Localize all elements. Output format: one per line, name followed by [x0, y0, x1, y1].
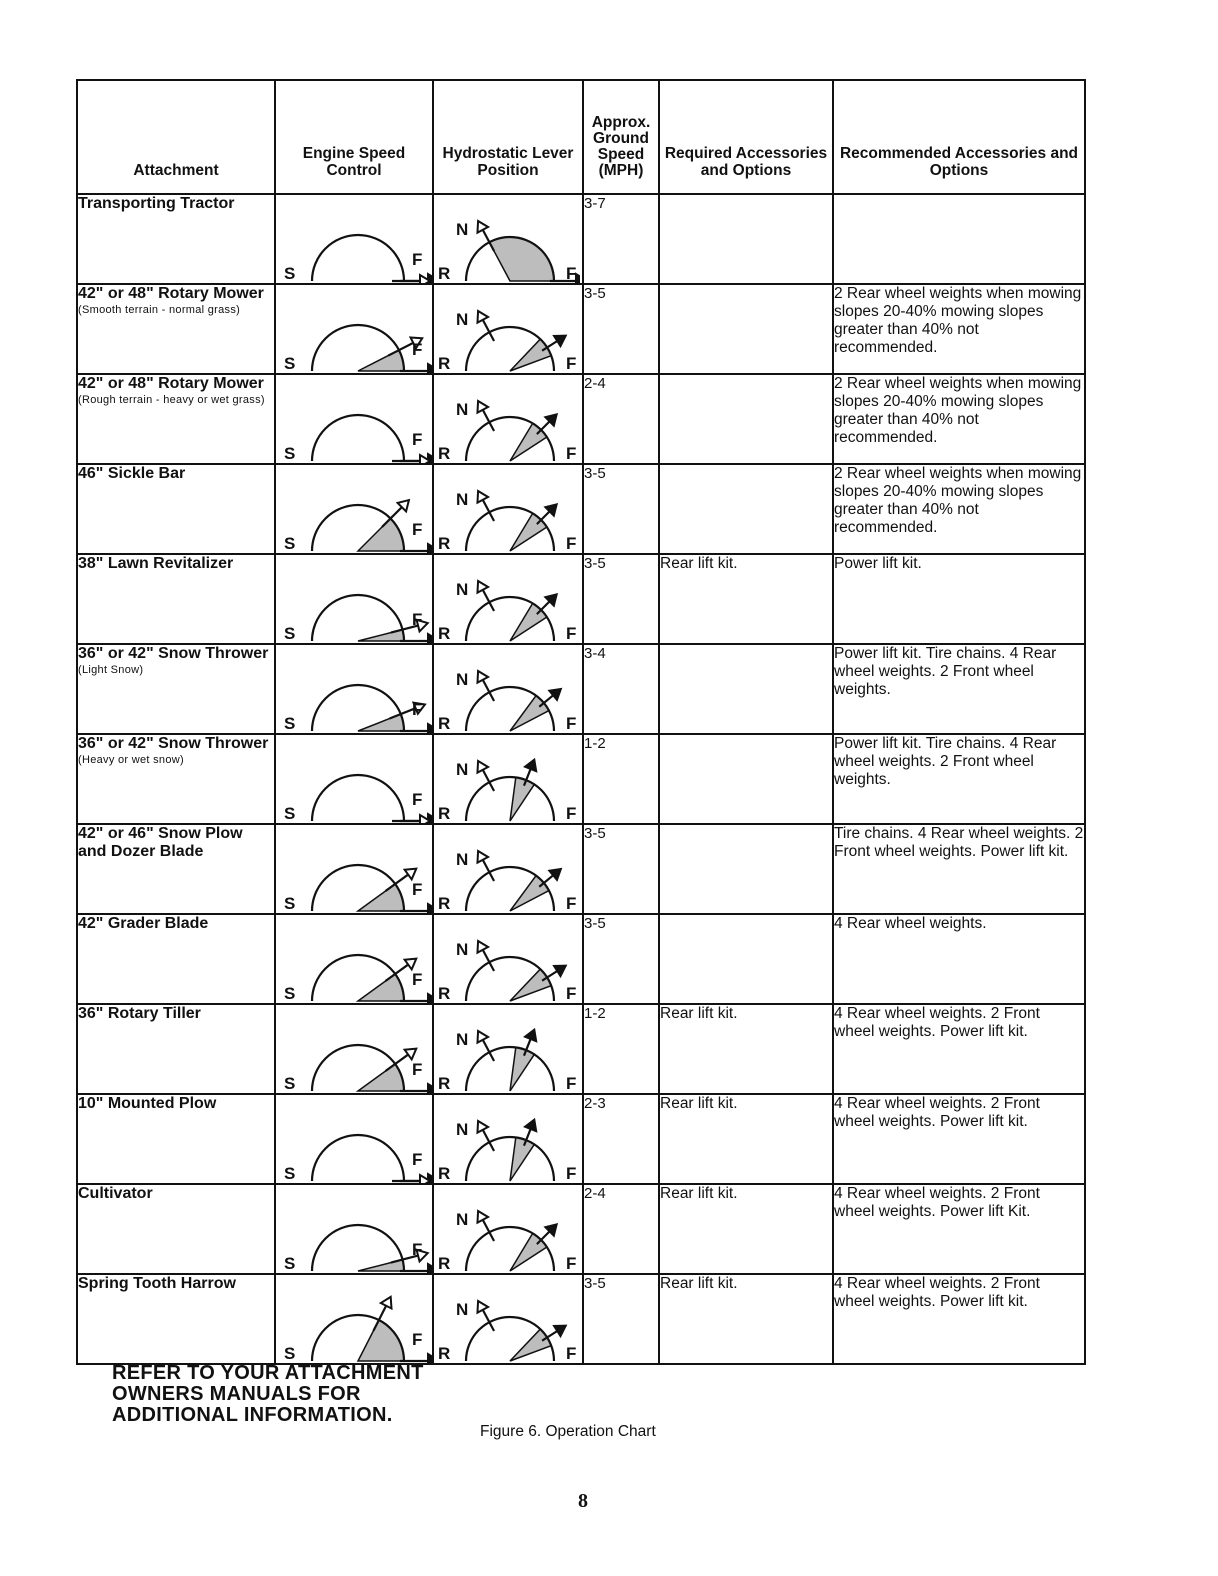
engine-speed-gauge — [276, 195, 432, 283]
neutral-label: N — [456, 940, 469, 959]
forward-label: F — [566, 984, 577, 1003]
slow-label: S — [284, 624, 296, 643]
required-cell — [659, 464, 833, 554]
engine-speed-gauge — [276, 825, 432, 913]
recommended-cell: 4 Rear wheel weights. 2 Front wheel weights. Power lift Kit. — [833, 1184, 1085, 1274]
required-cell — [659, 914, 833, 1004]
hydrostatic-lever-gauge — [434, 1095, 580, 1183]
ground-speed-cell: 2-4 — [583, 1184, 659, 1274]
gauge-shaded-sector — [358, 350, 404, 371]
table-row — [77, 644, 1085, 734]
gauge-shaded-sector — [510, 1047, 534, 1091]
header-row — [77, 80, 1085, 194]
reverse-label: R — [438, 444, 451, 463]
engine-speed-cell — [275, 1004, 433, 1094]
ground-speed-cell: 2-3 — [583, 1094, 659, 1184]
required-cell — [659, 824, 833, 914]
fast-direction-arrow — [428, 994, 432, 1003]
hydrostatic-lever-gauge — [434, 1005, 580, 1093]
table-row — [77, 194, 1085, 284]
header-engine-speed: Engine Speed Control — [275, 80, 433, 194]
ground-speed-cell: 3-5 — [583, 554, 659, 644]
reverse-label: R — [438, 1164, 451, 1183]
neutral-marker-arrow — [477, 311, 488, 323]
attachment-cell — [77, 734, 275, 824]
engine-speed-cell — [275, 554, 433, 644]
attachment-cell — [77, 1274, 275, 1364]
table-row — [77, 1184, 1085, 1274]
attachment-note: (Light Snow) — [78, 664, 144, 676]
engine-speed-gauge — [276, 465, 432, 553]
attachment-cell — [77, 644, 275, 734]
fast-label: F — [412, 610, 423, 629]
gauge-shaded-sector — [510, 777, 534, 821]
fast-label: F — [412, 880, 423, 899]
hydrostatic-lever-gauge — [434, 465, 580, 553]
forward-label: F — [566, 1344, 577, 1363]
footnote — [112, 1363, 424, 1426]
engine-speed-gauge — [276, 375, 432, 463]
required-cell — [659, 284, 833, 374]
reverse-label: R — [438, 984, 451, 1003]
neutral-label: N — [456, 850, 469, 869]
hydrostatic-lever-cell — [433, 284, 583, 374]
table-row — [77, 554, 1085, 644]
forward-label: F — [566, 354, 577, 373]
ground-speed-cell: 1-2 — [583, 1004, 659, 1094]
attachment-name: 10" Mounted Plow — [78, 1095, 217, 1112]
engine-speed-cell — [275, 1094, 433, 1184]
hydrostatic-lever-cell — [433, 1274, 583, 1364]
slow-label: S — [284, 1074, 296, 1093]
recommended-cell — [833, 194, 1085, 284]
attachment-note: (Heavy or wet snow) — [78, 754, 184, 766]
recommended-cell: 2 Rear wheel weights when mowing slopes 20-40% mowing slopes greater than 40% not recommended. — [833, 284, 1085, 374]
recommended-cell: Power lift kit. Tire chains. 4 Rear wheel weights. 2 Front wheel weights. — [833, 734, 1085, 824]
fast-direction-arrow — [428, 1354, 432, 1363]
required-cell: Rear lift kit. — [659, 1094, 833, 1184]
forward-label: F — [566, 804, 577, 823]
recommended-cell: Power lift kit. — [833, 554, 1085, 644]
attachment-name: 42" or 48" Rotary Mower — [78, 375, 264, 392]
recommended-cell: 4 Rear wheel weights. 2 Front wheel weights. Power lift kit. — [833, 1004, 1085, 1094]
reverse-label: R — [438, 894, 451, 913]
forward-label: F — [566, 1254, 577, 1273]
attachment-cell — [77, 284, 275, 374]
engine-speed-gauge — [276, 645, 432, 733]
attachment-name: Spring Tooth Harrow — [78, 1275, 236, 1292]
ground-speed-cell: 3-4 — [583, 644, 659, 734]
footnote-line: ADDITIONAL INFORMATION. — [112, 1404, 393, 1426]
hydrostatic-lever-cell — [433, 734, 583, 824]
attachment-name: 42" or 48" Rotary Mower — [78, 285, 264, 302]
recommended-cell: Tire chains. 4 Rear wheel weights. 2 Front wheel weights. Power lift kit. — [833, 824, 1085, 914]
figure-caption: Figure 6. Operation Chart — [480, 1423, 656, 1440]
slow-label: S — [284, 354, 296, 373]
reverse-label: R — [438, 534, 451, 553]
slow-label: S — [284, 1254, 296, 1273]
neutral-marker-arrow — [477, 1031, 488, 1043]
attachment-name: 36" or 42" Snow Thrower — [78, 645, 269, 662]
reverse-label: R — [438, 804, 451, 823]
reverse-label: R — [438, 1344, 451, 1363]
neutral-label: N — [456, 760, 469, 779]
slow-label: S — [284, 804, 296, 823]
neutral-label: N — [456, 1300, 469, 1319]
required-cell: Rear lift kit. — [659, 1004, 833, 1094]
neutral-marker-arrow — [477, 1121, 488, 1133]
gauge-arc — [466, 1137, 554, 1181]
gauge-shaded-sector — [489, 237, 554, 281]
neutral-label: N — [456, 400, 469, 419]
forward-label: F — [566, 1164, 577, 1183]
hydrostatic-lever-gauge — [434, 285, 580, 373]
fast-label: F — [412, 1330, 423, 1349]
hydrostatic-lever-gauge — [434, 1275, 580, 1363]
attachment-cell — [77, 194, 275, 284]
engine-speed-cell — [275, 1184, 433, 1274]
fast-label: F — [412, 1060, 423, 1079]
fast-label: F — [412, 790, 423, 809]
recommended-cell: 4 Rear wheel weights. 2 Front wheel weights. Power lift kit. — [833, 1094, 1085, 1184]
engine-speed-gauge — [276, 555, 432, 643]
attachment-name: Transporting Tractor — [78, 195, 235, 212]
recommended-cell: 2 Rear wheel weights when mowing slopes 20-40% mowing slopes greater than 40% not recommended. — [833, 374, 1085, 464]
engine-speed-gauge — [276, 735, 432, 823]
table-row — [77, 1004, 1085, 1094]
fast-label: F — [412, 1150, 423, 1169]
header-required: Required Accessories and Options — [659, 80, 833, 194]
neutral-marker-arrow — [477, 761, 488, 773]
gauge-arc — [466, 1047, 554, 1091]
attachment-cell — [77, 1094, 275, 1184]
fast-direction-arrow — [428, 904, 432, 913]
header-hydrostatic-lever: Hydrostatic Lever Position — [433, 80, 583, 194]
table-row — [77, 284, 1085, 374]
forward-label: F — [566, 714, 577, 733]
engine-speed-cell — [275, 824, 433, 914]
throttle-marker-arrow — [381, 1297, 392, 1309]
slow-label: S — [284, 984, 296, 1003]
neutral-marker-arrow — [477, 581, 488, 593]
fast-label: F — [412, 340, 423, 359]
slow-label: S — [284, 894, 296, 913]
hydrostatic-lever-gauge — [434, 735, 580, 823]
required-cell: Rear lift kit. — [659, 1274, 833, 1364]
attachment-name: 46" Sickle Bar — [78, 465, 186, 482]
neutral-marker-arrow — [477, 1211, 488, 1223]
gauge-arc — [312, 775, 404, 821]
engine-speed-cell — [275, 464, 433, 554]
forward-label: F — [566, 624, 577, 643]
engine-speed-gauge — [276, 1095, 432, 1183]
chart-body — [77, 194, 1085, 1364]
slow-label: S — [284, 264, 296, 283]
neutral-label: N — [456, 490, 469, 509]
neutral-marker-arrow — [477, 1301, 488, 1313]
ground-speed-cell: 3-5 — [583, 1274, 659, 1364]
throttle-marker-arrow — [405, 959, 417, 970]
forward-label: F — [566, 1074, 577, 1093]
neutral-label: N — [456, 310, 469, 329]
operation-chart — [76, 79, 1086, 1365]
ground-speed-cell: 3-5 — [583, 284, 659, 374]
throttle-marker-arrow — [405, 869, 417, 880]
ground-speed-cell: 1-2 — [583, 734, 659, 824]
fast-direction-arrow — [428, 544, 432, 553]
hydrostatic-lever-cell — [433, 1004, 583, 1094]
recommended-cell: Power lift kit. Tire chains. 4 Rear wheel weights. 2 Front wheel weights. — [833, 644, 1085, 734]
lever-marker-arrow — [525, 1030, 536, 1042]
engine-speed-cell — [275, 734, 433, 824]
hydrostatic-lever-gauge — [434, 1185, 580, 1273]
attachment-name: 36" Rotary Tiller — [78, 1005, 201, 1022]
engine-speed-cell — [275, 284, 433, 374]
neutral-marker-arrow — [477, 851, 488, 863]
hydrostatic-lever-cell — [433, 914, 583, 1004]
neutral-label: N — [456, 1030, 469, 1049]
engine-speed-gauge — [276, 285, 432, 373]
attachment-name: Cultivator — [78, 1185, 153, 1202]
fast-label: F — [412, 700, 423, 719]
attachment-cell — [77, 374, 275, 464]
reverse-label: R — [438, 354, 451, 373]
hydrostatic-lever-gauge — [434, 825, 580, 913]
ground-speed-cell: 3-7 — [583, 194, 659, 284]
fast-direction-arrow — [428, 634, 432, 643]
required-cell — [659, 194, 833, 284]
attachment-name: 42" Grader Blade — [78, 915, 209, 932]
neutral-label: N — [456, 1210, 469, 1229]
fast-label: F — [412, 970, 423, 989]
hydrostatic-lever-cell — [433, 554, 583, 644]
recommended-cell: 4 Rear wheel weights. 2 Front wheel weights. Power lift kit. — [833, 1274, 1085, 1364]
slow-label: S — [284, 1164, 296, 1183]
neutral-marker-arrow — [477, 671, 488, 683]
forward-label: F — [566, 894, 577, 913]
hydrostatic-lever-cell — [433, 1184, 583, 1274]
attachment-name: 38" Lawn Revitalizer — [78, 555, 234, 572]
forward-direction-arrow — [576, 274, 580, 283]
attachment-cell — [77, 824, 275, 914]
attachment-name: 42" or 46" Snow Plow and Dozer Blade — [78, 825, 243, 860]
fast-direction-arrow — [428, 1084, 432, 1093]
hydrostatic-lever-gauge — [434, 555, 580, 643]
lever-marker-arrow — [525, 760, 536, 772]
gauge-shaded-sector — [510, 1137, 534, 1181]
hydrostatic-lever-gauge — [434, 915, 580, 1003]
engine-speed-cell — [275, 1274, 433, 1364]
hydrostatic-lever-cell — [433, 194, 583, 284]
attachment-cell — [77, 1004, 275, 1094]
reverse-label: R — [438, 624, 451, 643]
table-row — [77, 374, 1085, 464]
table-row — [77, 824, 1085, 914]
lever-marker-arrow — [525, 1120, 536, 1132]
table-row — [77, 1274, 1085, 1364]
reverse-label: R — [438, 714, 451, 733]
engine-speed-cell — [275, 374, 433, 464]
required-cell — [659, 644, 833, 734]
fast-label: F — [412, 1240, 423, 1259]
recommended-cell: 4 Rear wheel weights. — [833, 914, 1085, 1004]
hydrostatic-lever-gauge — [434, 375, 580, 463]
engine-speed-cell — [275, 194, 433, 284]
neutral-marker-arrow — [477, 941, 488, 953]
fast-label: F — [412, 520, 423, 539]
throttle-marker-arrow — [405, 1049, 417, 1060]
attachment-note: (Rough terrain - heavy or wet grass) — [78, 394, 265, 406]
table-row — [77, 914, 1085, 1004]
recommended-cell: 2 Rear wheel weights when mowing slopes 20-40% mowing slopes greater than 40% not recommended. — [833, 464, 1085, 554]
hydrostatic-lever-cell — [433, 464, 583, 554]
ground-speed-cell: 2-4 — [583, 374, 659, 464]
gauge-arc — [312, 235, 404, 281]
engine-speed-cell — [275, 644, 433, 734]
slow-label: S — [284, 1344, 296, 1363]
table-row — [77, 734, 1085, 824]
attachment-cell — [77, 464, 275, 554]
fast-label: F — [412, 250, 423, 269]
ground-speed-cell: 3-5 — [583, 464, 659, 554]
hydrostatic-lever-cell — [433, 1094, 583, 1184]
required-cell: Rear lift kit. — [659, 554, 833, 644]
attachment-cell — [77, 914, 275, 1004]
fast-direction-arrow — [428, 364, 432, 373]
neutral-marker-arrow — [477, 401, 488, 413]
page-number: 8 — [578, 1490, 588, 1512]
gauge-shaded-sector — [358, 1320, 404, 1361]
neutral-label: N — [456, 670, 469, 689]
reverse-label: R — [438, 1074, 451, 1093]
hydrostatic-lever-cell — [433, 374, 583, 464]
forward-label: F — [566, 534, 577, 553]
header-attachment: Attachment — [77, 80, 275, 194]
header-recommended: Recommended Accessories and Options — [833, 80, 1085, 194]
engine-speed-cell — [275, 914, 433, 1004]
attachment-name: 36" or 42" Snow Thrower — [78, 735, 269, 752]
hydrostatic-lever-gauge — [434, 645, 580, 733]
slow-label: S — [284, 444, 296, 463]
required-cell — [659, 374, 833, 464]
fast-direction-arrow — [428, 1264, 432, 1273]
slow-label: S — [284, 534, 296, 553]
attachment-cell — [77, 1184, 275, 1274]
ground-speed-cell: 3-5 — [583, 824, 659, 914]
table-row — [77, 464, 1085, 554]
forward-label: F — [566, 444, 577, 463]
required-cell: Rear lift kit. — [659, 1184, 833, 1274]
engine-speed-gauge — [276, 915, 432, 1003]
neutral-label: N — [456, 1120, 469, 1139]
reverse-label: R — [438, 1254, 451, 1273]
gauge-arc — [312, 415, 404, 461]
footnote-line: REFER TO YOUR ATTACHMENT — [112, 1362, 424, 1384]
hydrostatic-lever-cell — [433, 644, 583, 734]
neutral-label: N — [456, 580, 469, 599]
engine-speed-gauge — [276, 1185, 432, 1273]
fast-label: F — [412, 430, 423, 449]
gauge-arc — [466, 777, 554, 821]
slow-label: S — [284, 714, 296, 733]
gauge-shaded-sector — [358, 519, 404, 552]
attachment-cell — [77, 554, 275, 644]
attachment-note: (Smooth terrain - normal grass) — [78, 304, 241, 316]
required-cell — [659, 734, 833, 824]
gauge-arc — [312, 1135, 404, 1181]
reverse-label: R — [438, 264, 451, 283]
ground-speed-cell: 3-5 — [583, 914, 659, 1004]
neutral-marker-arrow — [477, 221, 488, 233]
footnote-line: OWNERS MANUALS FOR — [112, 1383, 361, 1405]
table-row — [77, 1094, 1085, 1184]
hydrostatic-lever-cell — [433, 824, 583, 914]
neutral-marker-arrow — [477, 491, 488, 503]
neutral-label: N — [456, 220, 469, 239]
header-ground-speed: Approx. Ground Speed (MPH) — [583, 80, 659, 194]
hydrostatic-lever-gauge — [434, 195, 580, 283]
engine-speed-gauge — [276, 1005, 432, 1093]
fast-direction-arrow — [428, 724, 432, 733]
forward-label: F — [566, 264, 577, 283]
engine-speed-gauge — [276, 1275, 432, 1363]
